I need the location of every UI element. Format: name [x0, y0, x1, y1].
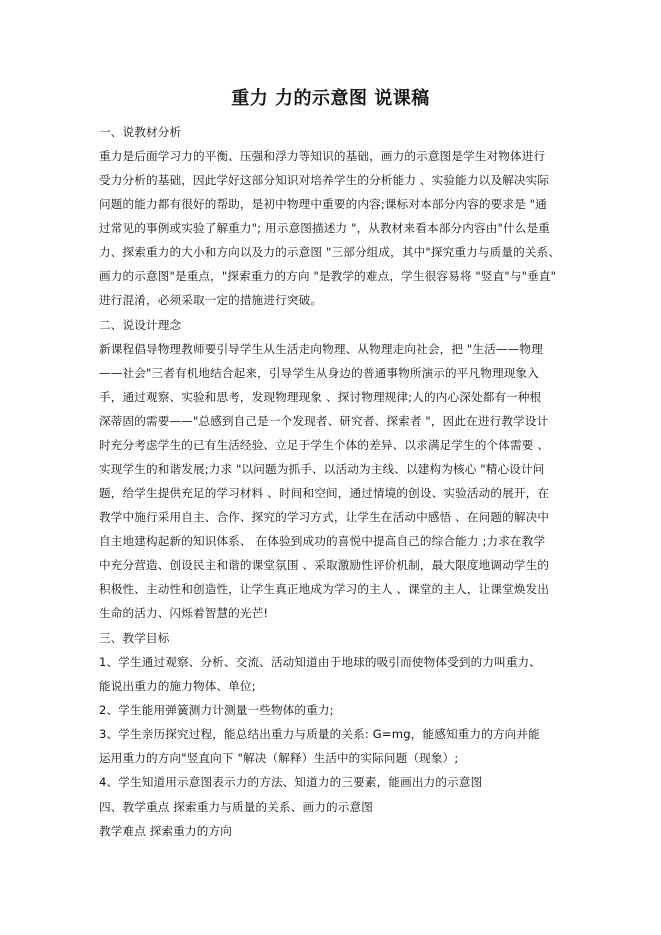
text-line: 运用重力的方向"竖直向下 "解决（解释）生活中的实际问题（现象）;	[99, 751, 459, 765]
text-line: 积极性、主动性和创造性，让学生真正地成为学习的主人 、课堂的主人，让课堂焕发出	[99, 582, 550, 596]
text-line: 手，通过观察、实验和思考，发现物理现象 、探讨物理规律;人的内心深处都有一种根	[99, 390, 542, 404]
text-line: 画力的示意图"是重点，"探索重力的方向 "是教学的难点，学生很容易将 "竖直"与"垂直"	[99, 269, 557, 283]
section-heading-2: 二、说设计理念	[99, 318, 182, 332]
text-line: 深蒂固的需要——"总感到自己是一个发现者、研究者、探索者 "，因此在进行教学设计	[99, 414, 549, 428]
text-line: 生命的活力、闪烁着智慧的光芒!	[99, 606, 269, 620]
text-line: 实现学生的和谐发展;力求 "以问题为抓手、以活动为主线、以建构为核心 "精心设计问	[99, 462, 545, 476]
difficulty-line: 教学难点 探索重力的方向	[99, 824, 233, 838]
page-title: 重力 力的示意图 说课稿	[231, 88, 430, 109]
text-line: 受力分析的基础，因此学好这部分知识对培养学生的分析能力 、实验能力以及解决实际	[99, 173, 550, 187]
text-line: 教学中施行采用自主、合作、探究的学习方式，让学生在活动中感悟 、在问题的解决中	[99, 510, 550, 524]
text-line: 3、学生亲历探究过程，能总结出重力与质量的关系: G=mg，能感知重力的方向并能	[99, 727, 540, 741]
text-line: 问题的能力都有很好的帮助，是初中物理中重要的内容;课标对本部分内容的要求是 "通	[99, 197, 547, 211]
text-line: 时充分考虑学生的已有生活经验、立足于学生个体的差异、以求满足学生的个体需要 、	[99, 438, 550, 452]
section-heading-3: 三、教学目标	[99, 631, 170, 645]
section-heading-1: 一、说教材分析	[99, 125, 182, 139]
text-line: 能说出重力的施力物体、单位;	[99, 679, 256, 693]
text-line: 中充分营造、创设民主和谐的课堂氛围 、采取激励性评价机制，最大限度地调动学生的	[99, 558, 550, 572]
text-line: 过常见的事例或实验了解重力"; 用示意图描述力 "，从教材来看本部分内容由"什么是重	[99, 221, 550, 235]
text-line: 重力是后面学习力的平衡、压强和浮力等知识的基础，画力的示意图是学生对物体进行	[99, 149, 546, 163]
text-line: 进行混淆，必须采取一定的措施进行突破。	[99, 293, 323, 307]
text-line: 题，给学生提供充足的学习材料 、时间和空间，通过情境的创设、实验活动的展开，在	[99, 486, 550, 500]
text-line: 1、学生通过观察、分析、交流、活动知道由于地球的吸引而使物体受到的力叫重力、	[99, 655, 542, 669]
section-heading-4: 四、教学重点 探索重力与质量的关系、画力的示意图	[99, 800, 373, 814]
text-line: 力、探索重力的大小和方向以及力的示意图 "三部分组成，其中"探究重力与质量的关系、	[99, 245, 561, 259]
text-line: 自主地建构起新的知识体系、 在体验到成功的喜悦中提高自己的综合能力 ;力求在教学	[99, 534, 546, 548]
text-line: ——社会"三者有机地结合起来，引导学生从身边的普通事物所演示的平凡物理现象入	[99, 366, 540, 380]
text-line: 4、学生知道用示意图表示力的方法、知道力的三要素，能画出力的示意图	[99, 775, 483, 789]
text-line: 新课程倡导物理教师要引导学生从生活走向物理、从物理走向社会，把 "生活——物理	[99, 342, 543, 356]
text-line: 2、学生能用弹簧测力计测量一些物体的重力;	[99, 703, 334, 717]
